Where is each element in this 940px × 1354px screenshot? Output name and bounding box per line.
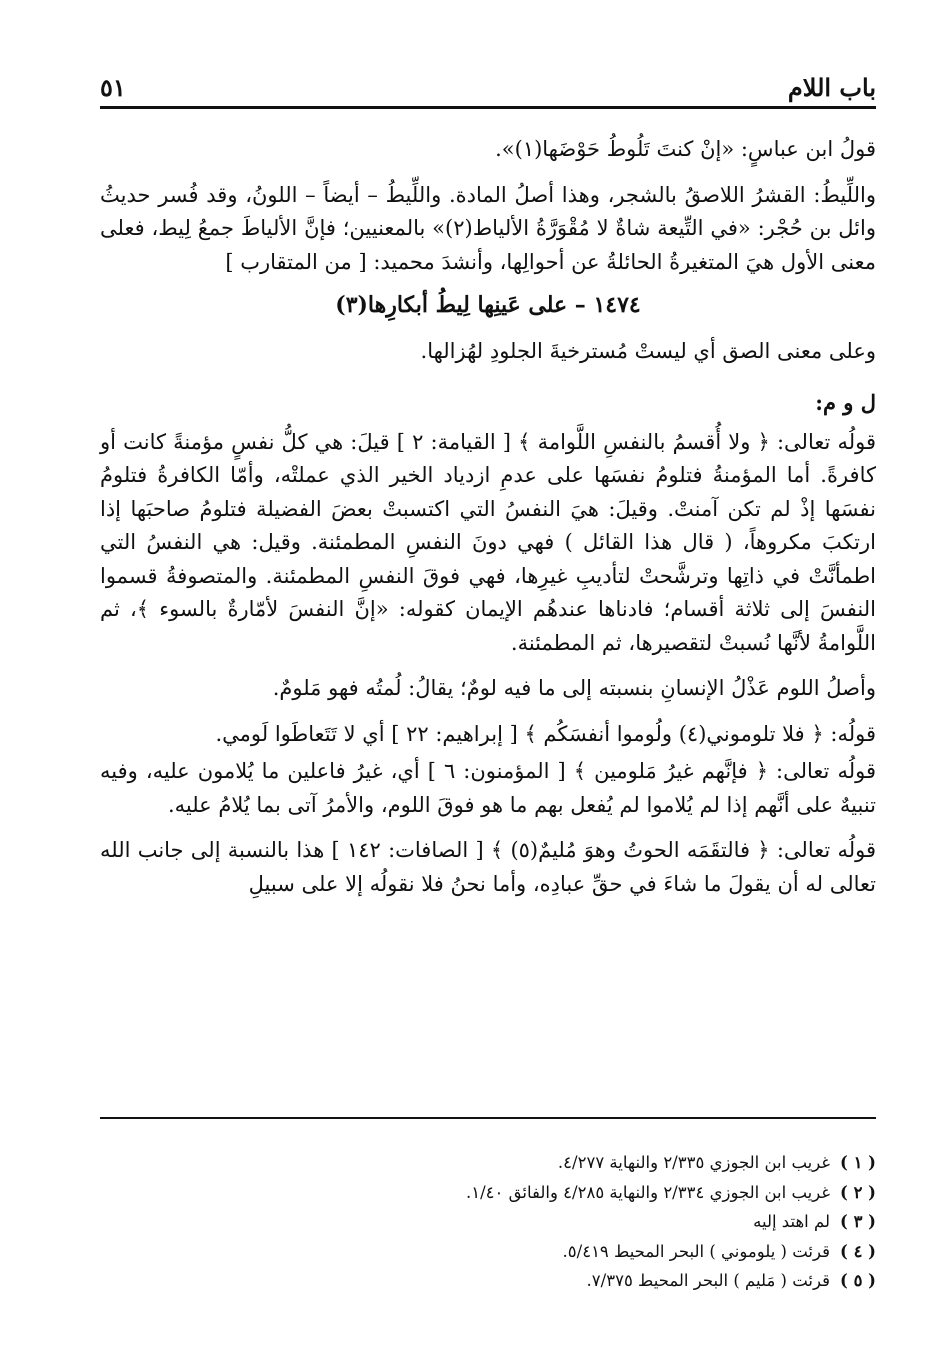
footnote-text: غريب ابن الجوزي ٢/٣٣٤ والنهاية ٤/٢٨٥ والفائق ١/٤٠. <box>465 1182 830 1202</box>
footnote <box>100 1148 876 1178</box>
paragraph-verse-meaning: وعلى معنى الصق أي ليستْ مُسترخيةَ الجلودِ لهُزالها. <box>420 338 876 363</box>
paragraph-lit: واللِّيطُ: القشرُ اللاصقُ بالشجر، وهذا أصلُ المادة. واللِّيطُ – أيضاً – اللونُ، وقد فُسر حديثُ وائل بن حُجْر: «في التِّيعة شاةٌ لا مُقْوَرَّةُ الألياط(٢)» بالمعنيين؛ فإنَّ الألياطَ جمعُ لِيط، فعلى معنى الأول هيَ المتغيرةُ الحائلةُ عن أحوالِها، وأنشدَ محميد: [ من المتقارب ] <box>100 182 876 274</box>
entry-heading: ل و م: <box>815 390 876 415</box>
paragraph-ibn-abbas: قولُ ابن عباسٍ: «إنْ كنتَ تَلُوطُ حَوْضَها(١)». <box>495 137 876 161</box>
paragraph-ibrahim: قولُه: ﴿ فلا تلوموني(٤) ولُوموا أنفسَكُم ﴾ [ إبراهيم: ٢٢ ] أي لا تَتَعاطَوا لَومي. <box>215 721 876 746</box>
main-text <box>100 133 876 901</box>
page-number: ٥١ <box>100 73 126 102</box>
footnote-rule <box>100 1117 876 1119</box>
footnote-number: ( ٤ ) <box>840 1241 876 1261</box>
footnote <box>100 1178 876 1208</box>
footnote-text: قرئت ( يلوموني ) البحر المحيط ٥/٤١٩. <box>562 1241 830 1261</box>
footnote-number: ( ٣ ) <box>840 1212 876 1231</box>
paragraph-muminun: قولُه تعالى: ﴿ فإنَّهم غيرُ مَلومين ﴾ [ المؤمنون: ٦ ] أي، غيرُ فاعلين ما يُلامون عليه، وفيه تنبيهٌ على أنَّهم إذا لم يُلاموا لم يُفعل بهم ما هو فوقَ اللوم، والأمرُ آتى بما يُلامُ عليه. <box>100 759 876 817</box>
header-rule <box>100 106 876 109</box>
footnote <box>100 1237 876 1267</box>
footnote-text: لم اهتد إليه <box>753 1212 830 1231</box>
page-header <box>100 62 876 102</box>
footnotes <box>100 1148 876 1296</box>
footnote-text: غريب ابن الجوزي ٢/٣٣٥ والنهاية ٤/٢٧٧. <box>557 1153 830 1172</box>
footnote-number: ( ٢ ) <box>840 1182 876 1202</box>
footnote-number: ( ٥ ) <box>840 1271 876 1290</box>
chapter-title: باب اللام <box>787 73 876 102</box>
footnote-number: ( ١ ) <box>840 1153 876 1172</box>
paragraph-saffat: قولُه تعالى: ﴿ فالتقَمَه الحوتُ وهوَ مُليمٌ(٥) ﴾ [ الصافات: ١٤٢ ] هذا بالنسبة إلى جانب الله تعالى له أن يقولَ ما شاءَ في حقِّ عبادِه، وأما نحنُ فلا نقولُه إلا على سبيلِ <box>100 838 877 896</box>
paragraph-asl-lawm: وأصلُ اللوم عَذْلُ الإنسانِ بنسبته إلى ما فيه لومٌ؛ يقالُ: لُمتُه فهو مَلومٌ. <box>272 676 876 700</box>
footnote-text: قرئت ( مَليم ) البحر المحيط ٧/٣٧٥. <box>586 1271 830 1290</box>
footnote <box>100 1207 876 1237</box>
poetry-verse: ١٤٧٤ – على عَينِها لِيطُ أبكارِها(٣) <box>335 292 641 318</box>
page <box>100 62 876 913</box>
footnote <box>100 1266 876 1296</box>
paragraph-nafs-lawwama: قولُه تعالى: ﴿ ولا أُقسمُ بالنفسِ اللَّوامة ﴾ [ القيامة: ٢ ] قيلَ: هي كلُّ نفسٍ مؤمنةً كانت أو كافرةً. أما المؤمنةُ فتلومُ نفسَها على عدمِ ازدياد الخير الذي عملتْه، وأمّا الكافرةُ فتلومُ نفسَها إذْ لم تكن آمنتْ. وقيلَ: هيَ النفسُ التي اكتسبتْ بعضَ الفضيلة فتلومُ صاحبَها إذا ارتكبَ مكروهاً، ( قال هذا القائل ) فهي دونَ النفسِ المطمئنة. وقيل: هي النفسُ التي اطمأنَّتْ في ذاتِها وترشَّحتْ لتأديبِ غيرِها، فهي فوقَ النفسِ المطمئنة. والمتصوفةُ قسموا النفسَ إلى ثلاثة أقسام؛ فادناها عندهُم الإيمان كقوله: «إنَّ النفسَ لأمّارةٌ بالسوء ﴾، ثم اللَّوامةُ لأنَّها نُسبتْ لتقصيرها، ثم المطمئنة. <box>100 429 876 655</box>
